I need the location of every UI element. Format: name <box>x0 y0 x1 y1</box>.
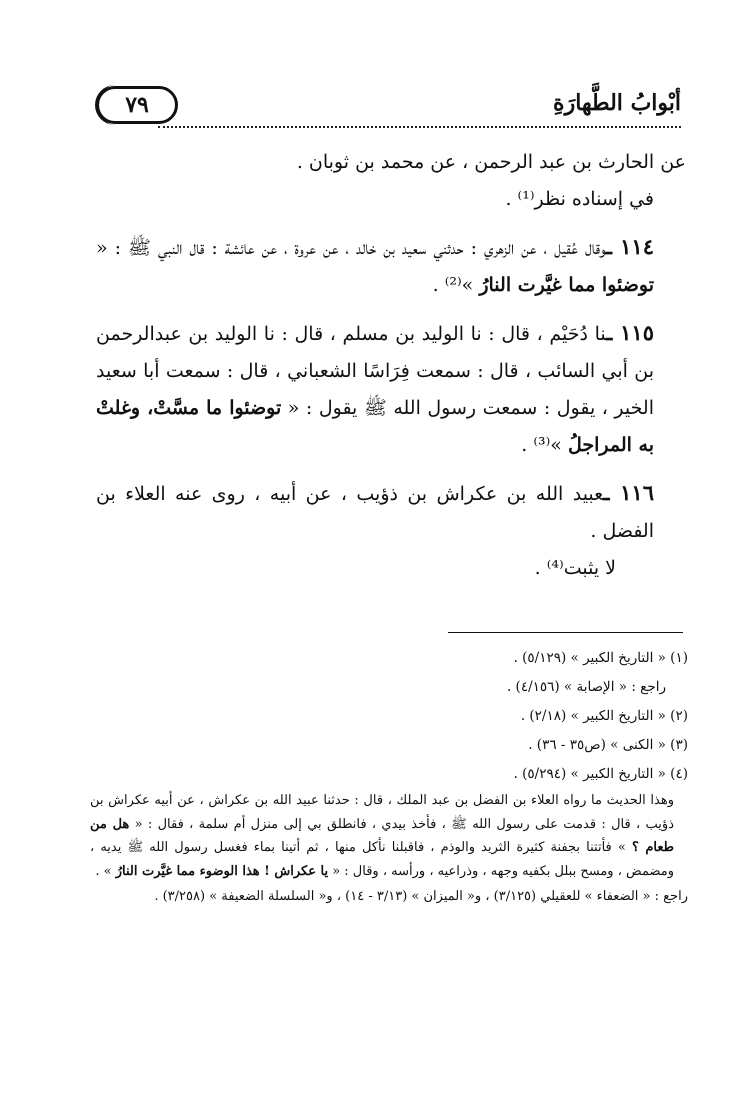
note-text: وهذا الحديث ما رواه العلاء بن الفضل بن عبد الملك ، قال : حدثنا عبيد الله بن عكراش ، عن أبيه عكراش بن ذؤيب ، قال : قدمت على رسول الله ﷺ ، فأخذ بيدي ، فانطلق بي إلى منزل أم سلمة ، فقال : « <box>90 793 674 832</box>
footnote-4-see: راجع : « الضعفاء » للعقيلي (٣/١٢٥) ، و« الميزان » (٣/١٣ - ١٤) ، و« السلسلة الضعيفة » (٣/٢٥٨) . <box>154 889 688 904</box>
hadith-matn: توضئوا مما غيَّرت النارُ <box>479 274 654 296</box>
main-text <box>96 144 686 587</box>
hadith-number: ١١٥ ـ <box>606 320 654 345</box>
note-text: » فأتتنا بجفنة كثيرة الثريد والوذم ، فاقبلنا نأكل منها ، ثم أتينا بماء فغسل رسول الله ﷺ يديه ، ومضمض ، ومسح ببلل بكفيه وجهه ، وذراعيه ، ورأسه ، وقال : « <box>90 840 674 879</box>
hadith-number: ١١٦ ـ <box>603 480 654 505</box>
note-text: » . <box>95 863 116 879</box>
hadith-footnote-ref: »⁽³⁾ . <box>521 434 568 456</box>
paragraph-isnad-continuation: عن الحارث بن عبد الرحمن ، عن محمد بن ثوبان . <box>296 151 686 173</box>
note-quote: يا عكراش ! هذا الوضوء مما غيَّرت النارُ <box>115 863 329 879</box>
footnote-4-note <box>90 789 688 883</box>
hadith-text: وقال عُقيل ، عن الزهري : حدثني سعيد بن خالد ، عن عروة ، عن عائشة : قال النبي ﷺ : « <box>96 237 606 259</box>
hadith-114 <box>96 228 686 304</box>
footnotes <box>90 644 688 911</box>
footnote-2: (٢) « التاريخ الكبير » (٢/١٨) . <box>520 708 688 724</box>
hadith-number: ١١٤ ـ <box>605 234 654 259</box>
footnote-divider <box>448 632 683 633</box>
hadith-116 <box>96 474 686 550</box>
footnote-4: (٤) « التاريخ الكبير » (٥/٢٩٤) . <box>513 766 688 782</box>
hadith-text: عبيد الله بن عكراش بن ذؤيب ، عن أبيه ، روى عنه العلاء بن الفضل . <box>96 483 654 542</box>
paragraph-isnad-note: في إسناده نظر⁽¹⁾ . <box>505 188 654 210</box>
footnote-1-see: راجع : « الإصابة » (٤/١٥٦) . <box>506 679 666 695</box>
page-number: ٧٩ <box>96 86 178 124</box>
hadith-116-grading: لا يثبت⁽⁴⁾ . <box>534 557 616 579</box>
note-quote: هل من طعام ؟ <box>90 816 674 855</box>
footnote-1: (١) « التاريخ الكبير » (٥/١٢٩) . <box>513 650 688 666</box>
hadith-footnote-ref: »⁽²⁾ . <box>432 274 480 296</box>
header-divider <box>158 126 681 132</box>
hadith-115 <box>96 314 686 464</box>
chapter-title: أبْوابُ الطَّهارَةِ <box>553 90 681 116</box>
hadith-text: نا دُحَيْم ، قال : نا الوليد بن مسلم ، قال : نا الوليد بن عبدالرحمن بن أبي السائب ، قال : سمعت فِرَاسًا الشعباني ، قال : سمعت أبا سعيد الخير ، يقول : سمعت رسول الله ﷺ يقول : « <box>96 323 654 419</box>
footnote-3: (٣) « الكنى » (ص٣٥ - ٣٦) . <box>528 737 688 753</box>
page-header <box>96 86 681 132</box>
hadith-matn: توضئوا ما مسَّتْ، وغلتْ به المراجلُ <box>96 397 654 456</box>
